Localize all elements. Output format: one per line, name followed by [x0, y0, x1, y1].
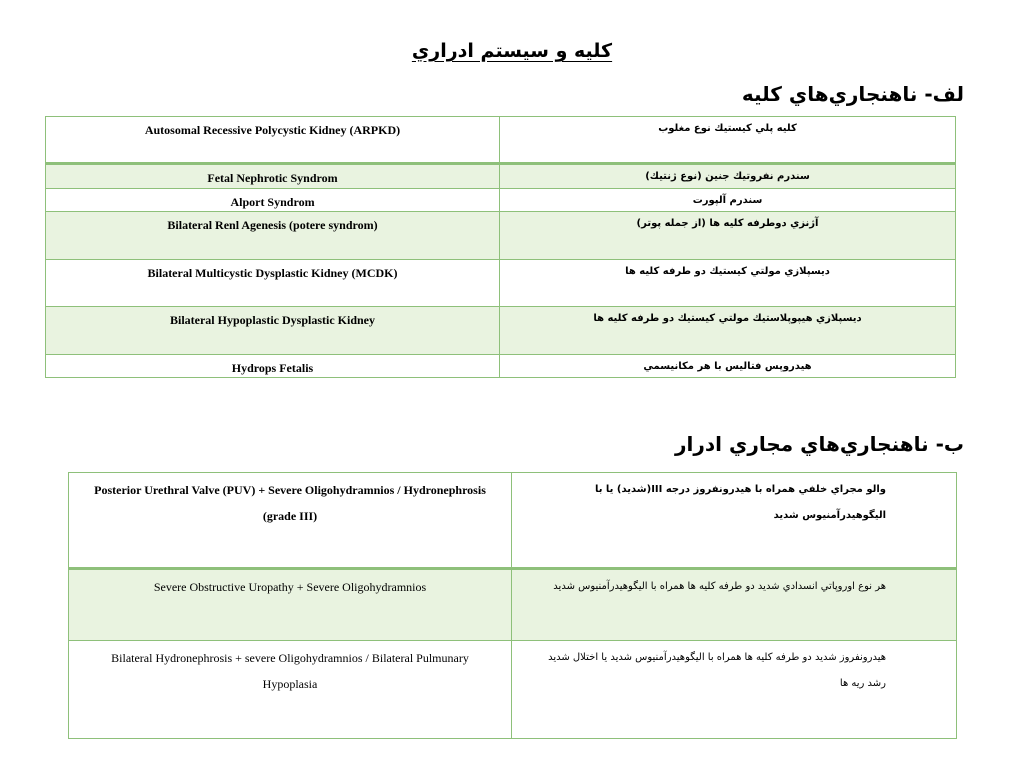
english-term-cell: Autosomal Recessive Polycystic Kidney (ARPKD)	[46, 117, 500, 164]
english-term-cell: Fetal Nephrotic Syndrom	[46, 164, 500, 189]
english-term-cell: Posterior Urethral Valve (PUV) + Severe Oligohydramnios / Hydronephrosis (grade III)	[69, 473, 512, 569]
table-row	[46, 260, 956, 307]
english-term-cell: Bilateral Multicystic Dysplastic Kidney (MCDK)	[46, 260, 500, 307]
table-row	[46, 212, 956, 260]
english-term-cell: Alport Syndrom	[46, 189, 500, 212]
persian-term-cell: هيدرونفروز شديد دو طرفه كليه ها همراه با اليگوهيدرآمنيوس شديد يا اختلال شديد رشد ريه ها	[512, 641, 957, 739]
persian-term-cell: هر نوع اوروپاتي انسدادي شديد دو طرفه كليه ها همراه با اليگوهيدرآمنيوس شديد	[512, 569, 957, 641]
table-row	[69, 569, 957, 641]
english-term-cell: Bilateral Renl Agenesis (potere syndrom)	[46, 212, 500, 260]
english-term-cell: Bilateral Hypoplastic Dysplastic Kidney	[46, 307, 500, 355]
kidney-anomalies-table	[45, 116, 956, 378]
page-title	[0, 40, 1024, 62]
table-row	[46, 355, 956, 378]
table-row	[69, 473, 957, 569]
english-term-cell: Severe Obstructive Uropathy + Severe Oligohydramnios	[69, 569, 512, 641]
persian-term-cell: ديسپلازي هيپوپلاستيك مولتي كيستيك دو طرفه كليه ها	[500, 307, 956, 355]
table-row	[46, 117, 956, 164]
persian-term-cell: ديسپلازي مولتي كيستيك دو طرفه كليه ها	[500, 260, 956, 307]
english-term-cell: Bilateral Hydronephrosis + severe Oligohydramnios / Bilateral Pulmunary Hypoplasia	[69, 641, 512, 739]
urinary-tract-anomalies-table	[68, 472, 957, 739]
english-term-cell: Hydrops Fetalis	[46, 355, 500, 378]
persian-term-cell: سندرم آلپورت	[500, 189, 956, 212]
table-row	[46, 307, 956, 355]
persian-term-cell: آژنزي دوطرفه كليه ها (از جمله پوتر)	[500, 212, 956, 260]
page-title-text: كليه و سيستم ادراري	[411, 40, 613, 62]
section-a-title: لف- ناهنجاري‌هاي كليه	[741, 82, 964, 106]
table-row	[46, 189, 956, 212]
persian-term-cell: هيدروپس فتاليس با هر مكانيسمي	[500, 355, 956, 378]
section-b-title: ب- ناهنجاري‌هاي مجاري ادرار	[675, 432, 964, 456]
table-row	[46, 164, 956, 189]
table-row	[69, 641, 957, 739]
persian-term-cell: والو مجراي خلفي همراه با هيدرونفروز درجه III(شديد) يا با اليگوهيدرآمنيوس شديد	[512, 473, 957, 569]
persian-term-cell: كليه پلي كيستيك نوع مغلوب	[500, 117, 956, 164]
persian-term-cell: سندرم نفروتيك جنين (نوع ژنتيك)	[500, 164, 956, 189]
